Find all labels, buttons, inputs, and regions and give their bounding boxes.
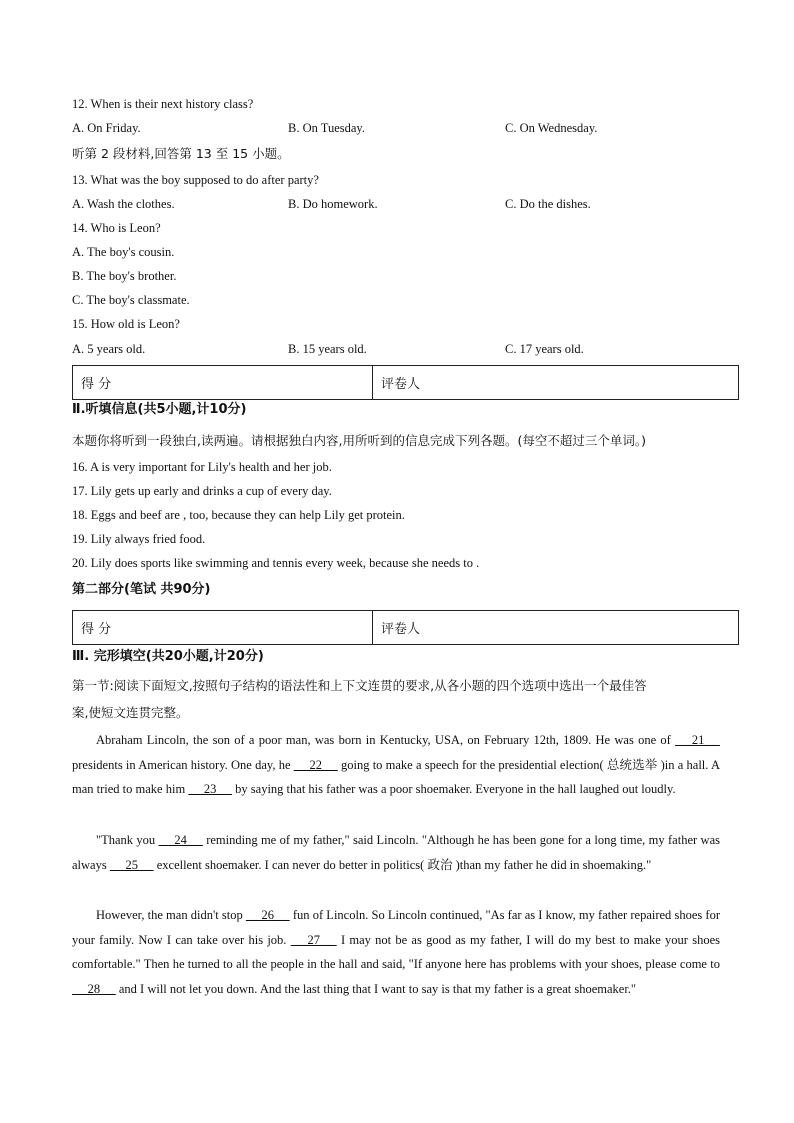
question-19: 19. Lily always fried food. xyxy=(72,532,206,546)
part-2-heading: Ⅱ.听填信息(共5小题,计10分) xyxy=(72,402,247,417)
blank-21: __21__ xyxy=(675,733,721,747)
passage-text: excellent shoemaker. I can never do better in politics( 政治 )than my father he did in shoemaking." xyxy=(153,857,652,872)
question-15-option-b: B. 15 years old. xyxy=(288,342,367,356)
passage-text: going to make a speech for the presidential election( 总统选举 )in a hall. A man tried to make him xyxy=(72,757,720,796)
passage-paragraph-1 xyxy=(72,728,720,802)
blank-28: __28__ xyxy=(72,981,116,996)
grader-label: 评卷人 xyxy=(381,622,421,637)
question-13-option-c: C. Do the dishes. xyxy=(505,197,591,211)
score-box xyxy=(72,365,739,400)
passage-text: presidents in American history. One day, he xyxy=(72,757,294,772)
question-12-stem: 12. When is their next history class? xyxy=(72,97,254,111)
passage-text: by saying that his father was a poor shoemaker. Everyone in the hall laughed out loudly. xyxy=(232,782,676,796)
question-15-option-a: A. 5 years old. xyxy=(72,342,146,356)
question-15-stem: 15. How old is Leon? xyxy=(72,317,180,331)
question-12-option-c: C. On Wednesday. xyxy=(505,121,598,135)
passage-text: Abraham Lincoln, the son of a poor man, was born in Kentucky, USA, on February 12th, 1809. He was one of xyxy=(96,733,676,747)
question-14-stem: 14. Who is Leon? xyxy=(72,221,161,235)
blank-23: __23__ xyxy=(188,782,233,796)
question-13-stem: 13. What was the boy supposed to do after party? xyxy=(72,173,319,187)
question-15-option-c: C. 17 years old. xyxy=(505,342,584,356)
part-3-heading: Ⅲ. 完形填空(共20小题,计20分) xyxy=(72,649,264,664)
blank-27: __27__ xyxy=(290,932,337,947)
grader-label: 评卷人 xyxy=(381,377,421,392)
passage-text: "Thank you xyxy=(96,833,159,847)
question-14-option-c: C. The boy's classmate. xyxy=(72,293,190,307)
part-3-instruction-line-1: 第一节:阅读下面短文,按照句子结构的语法性和上下文连贯的要求,从各小题的四个选项中选出一个最佳答 xyxy=(72,678,647,693)
passage-paragraph-3 xyxy=(72,903,720,1001)
written-part-heading: 第二部分(笔试 共90分) xyxy=(72,582,211,597)
question-17: 17. Lily gets up early and drinks a cup of every day. xyxy=(72,484,332,498)
part-2-instruction: 本题你将听到一段独白,读两遍。请根据独白内容,用所听到的信息完成下列各题。(每空不超过三个单词。) xyxy=(72,433,646,448)
blank-25: __25__ xyxy=(109,857,154,872)
question-16: 16. A is very important for Lily's health and her job. xyxy=(72,460,332,474)
score-label: 得 分 xyxy=(73,366,373,399)
passage-text: I may not be as good as my father, I will do my best to make your shoes comfortable." Then he turned to all the people in the hall and said, "If anyone here has problems with your shoes, please come to xyxy=(72,932,721,971)
part-3-instruction-line-2: 案,使短文连贯完整。 xyxy=(72,705,189,720)
question-13-option-a: A. Wash the clothes. xyxy=(72,197,175,211)
question-14-option-b: B. The boy's brother. xyxy=(72,269,177,283)
score-label: 得 分 xyxy=(73,611,373,644)
passage-text: However, the man didn't stop xyxy=(96,908,246,922)
question-18: 18. Eggs and beef are , too, because they can help Lily get protein. xyxy=(72,508,405,522)
blank-24: __24__ xyxy=(158,833,203,847)
question-14-option-a: A. The boy's cousin. xyxy=(72,245,175,259)
score-box xyxy=(72,610,739,645)
passage-paragraph-2 xyxy=(72,828,720,877)
passage-text: and I will not let you down. And the last thing that I want to say is that my father is a great shoemaker." xyxy=(115,981,637,996)
passage-text: reminding me of my father," said Lincoln. "Although he has been gone for a long time, my father was always xyxy=(72,833,720,872)
question-12-option-b: B. On Tuesday. xyxy=(288,121,365,135)
question-20: 20. Lily does sports like swimming and tennis every week, because she needs to . xyxy=(72,556,480,570)
blank-22: __22__ xyxy=(293,757,338,772)
blank-26: __26__ xyxy=(245,908,290,922)
section-2-instruction: 听第 2 段材料,回答第 13 至 15 小题。 xyxy=(72,146,290,161)
question-13-option-b: B. Do homework. xyxy=(288,197,378,211)
passage-text: fun of Lincoln. So Lincoln continued, "As far as I know, my father repaired shoes for your family. Now I can take over his job. xyxy=(72,908,720,947)
question-12-option-a: A. On Friday. xyxy=(72,121,141,135)
